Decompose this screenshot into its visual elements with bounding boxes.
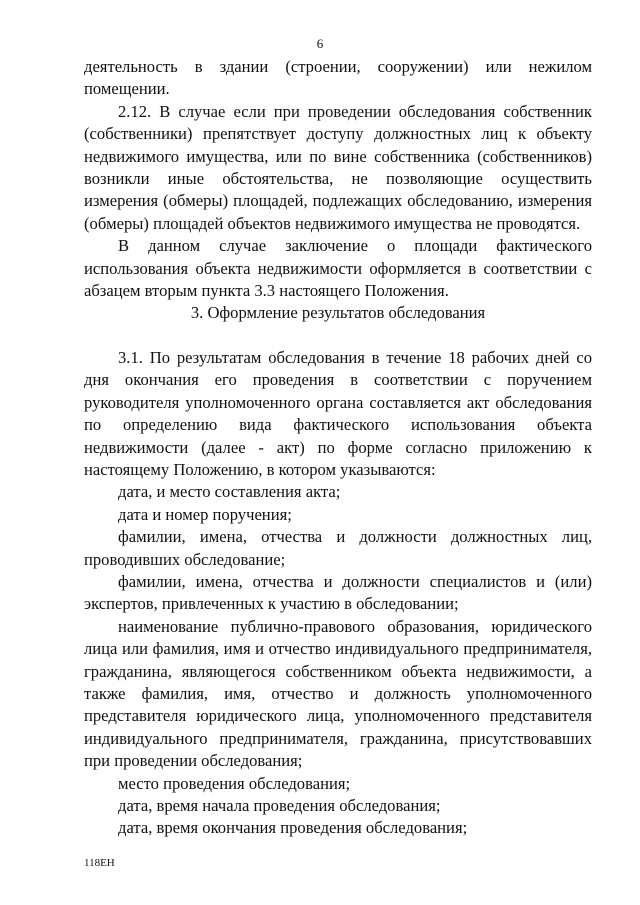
list-item: фамилии, имена, отчества и должности специалистов и (или) экспертов, привлеченных к участию в обследовании; (84, 571, 592, 614)
document-body (84, 56, 592, 840)
footer-code: 118ЕН (84, 857, 115, 869)
section-spacer (84, 325, 592, 347)
list-item: дата, время начала проведения обследования; (118, 796, 441, 815)
list-item: дата, и место составления акта; (118, 482, 341, 502)
list-item: дата и номер поручения; (118, 504, 292, 524)
list-item: фамилии, имена, отчества и должности должностных лиц, проводивших обследование; (84, 527, 592, 569)
paragraph-2-12: 2.12. В случае если при проведении обследования собственник (собственники) препятствует доступу должностных лиц к объекту недвижимого имущества, или по вине собственника (собственников) возникли иные обстоятельства, не позволяющие осуществить измерения (обмеры) площадей, подлежащих обследованию, измерения (обмеры) площадей объектов недвижимого имущества не проводятся. (84, 101, 592, 233)
list-item: наименование публично-правового образования, юридического лица или фамилия, имя и отчество индивидуального предпринимателя, гражданина, являющегося собственником объекта недвижимости, а также фамилия, имя, отчество и должность уполномоченного представителя юридического лица, уполномоченного представителя индивидуального предпринимателя, гражданина, присутствовавших при проведении обследования; (84, 616, 592, 771)
section-heading: 3. Оформление результатов обследования (190, 303, 486, 323)
list-item: место проведения обследования; (118, 773, 351, 793)
list-item: дата, время окончания проведения обследования; (118, 818, 468, 838)
page-number: 6 (316, 36, 324, 51)
paragraph-conclusion: В данном случае заключение о площади фактического использования объекта недвижимости оформляется в соответствии с абзацем вторым пункта 3.3 настоящего Положения. (84, 236, 592, 301)
paragraph-continuation: деятельность в здании (строении, сооружении) или нежилом помещении. (84, 57, 592, 99)
paragraph-3-1: 3.1. По результатам обследования в течение 18 рабочих дней со дня окончания его проведения в соответствии с поручением руководителя уполномоченного органа составляется акт обследования по определению вида фактического использования объекта недвижимости (далее - акт) по форме согласно приложению к настоящему Положению, в котором указываются: (84, 347, 592, 479)
